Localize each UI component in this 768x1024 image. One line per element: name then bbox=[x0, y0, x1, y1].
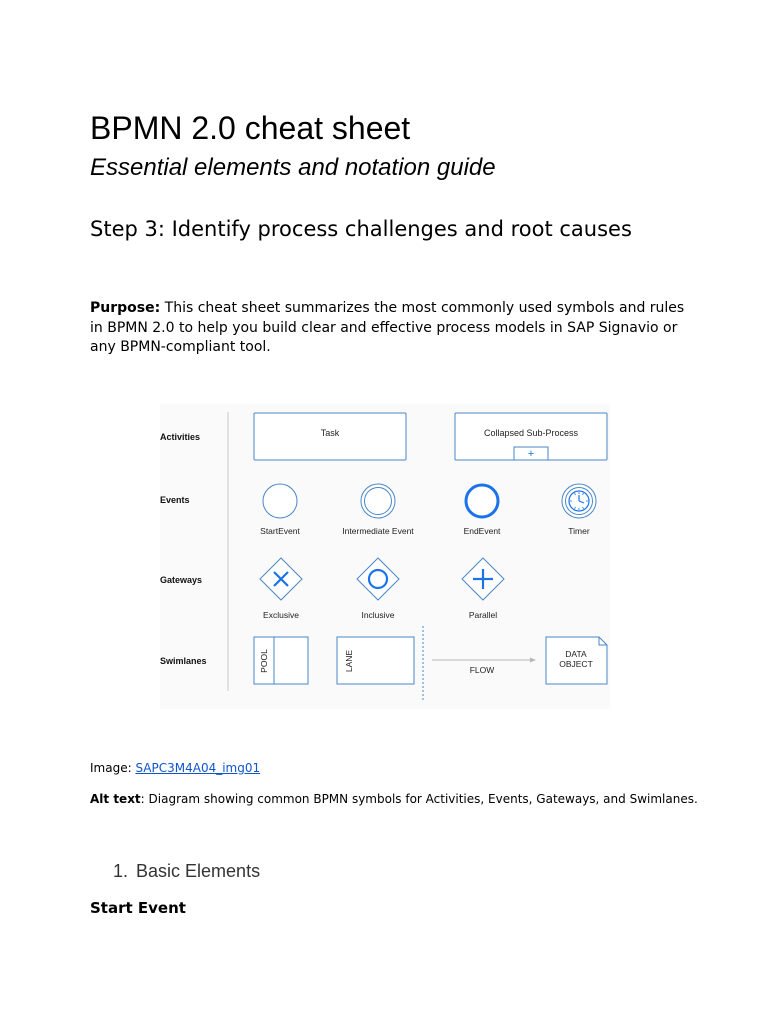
flow-label: FLOW bbox=[469, 665, 495, 675]
data-object-label-line2: OBJECT bbox=[559, 659, 593, 669]
start-event-icon bbox=[263, 484, 297, 518]
row-label-gateways: Gateways bbox=[160, 575, 203, 585]
list-item-label: Basic Elements bbox=[136, 861, 261, 881]
end-event-label: EndEvent bbox=[463, 526, 501, 536]
intermediate-event-icon bbox=[361, 484, 395, 518]
purpose-text: This cheat sheet summarizes the most commonly used symbols and rules in BPMN 2.0 to help you build clear and effective process models in SAP Signavio or any BPMN-compliant tool. bbox=[90, 300, 685, 355]
list-item bbox=[113, 860, 260, 882]
bpmn-diagram bbox=[160, 404, 610, 709]
row-label-events: Events bbox=[160, 495, 190, 505]
parallel-label: Parallel bbox=[468, 610, 498, 620]
purpose-paragraph bbox=[90, 299, 690, 358]
inclusive-gateway-icon bbox=[357, 558, 399, 600]
timer-icon bbox=[562, 484, 596, 518]
inclusive-label: Inclusive bbox=[361, 610, 395, 620]
timer-label: Timer bbox=[568, 526, 590, 536]
exclusive-gateway-icon bbox=[260, 558, 302, 600]
start-event-label: StartEvent bbox=[260, 526, 300, 536]
step-heading: Step 3: Identify process challenges and root causes bbox=[90, 217, 632, 241]
image-caption-prefix: Image: bbox=[90, 761, 136, 775]
alt-text-body: : Diagram showing common BPMN symbols for Activities, Events, Gateways, and Swimlanes. bbox=[140, 792, 698, 806]
list-item-number: 1. bbox=[113, 861, 129, 881]
plus-icon: + bbox=[527, 448, 535, 460]
intermediate-event-label: Intermediate Event bbox=[342, 526, 414, 536]
row-label-swimlanes: Swimlanes bbox=[160, 656, 207, 666]
image-caption bbox=[90, 760, 260, 776]
task-label: Task bbox=[320, 428, 340, 438]
end-event-icon bbox=[466, 485, 498, 517]
collapsed-subprocess-label: Collapsed Sub-Process bbox=[483, 428, 579, 438]
start-event-heading: Start Event bbox=[90, 899, 186, 917]
flow-arrow-icon bbox=[432, 658, 536, 663]
lane-label: LANE bbox=[344, 649, 354, 673]
exclusive-label: Exclusive bbox=[263, 610, 299, 620]
row-label-activities: Activities bbox=[160, 432, 201, 442]
parallel-gateway-icon bbox=[462, 558, 504, 600]
data-object-label-line1: DATA bbox=[565, 649, 587, 659]
purpose-label: Purpose: bbox=[90, 300, 161, 316]
alt-text-caption bbox=[90, 791, 698, 807]
page-title: BPMN 2.0 cheat sheet bbox=[90, 110, 411, 146]
image-link[interactable]: SAPC3M4A04_img01 bbox=[135, 761, 261, 775]
page-subtitle: Essential elements and notation guide bbox=[90, 154, 496, 181]
alt-text-label: Alt text bbox=[90, 792, 141, 806]
pool-label: POOL bbox=[259, 649, 269, 673]
